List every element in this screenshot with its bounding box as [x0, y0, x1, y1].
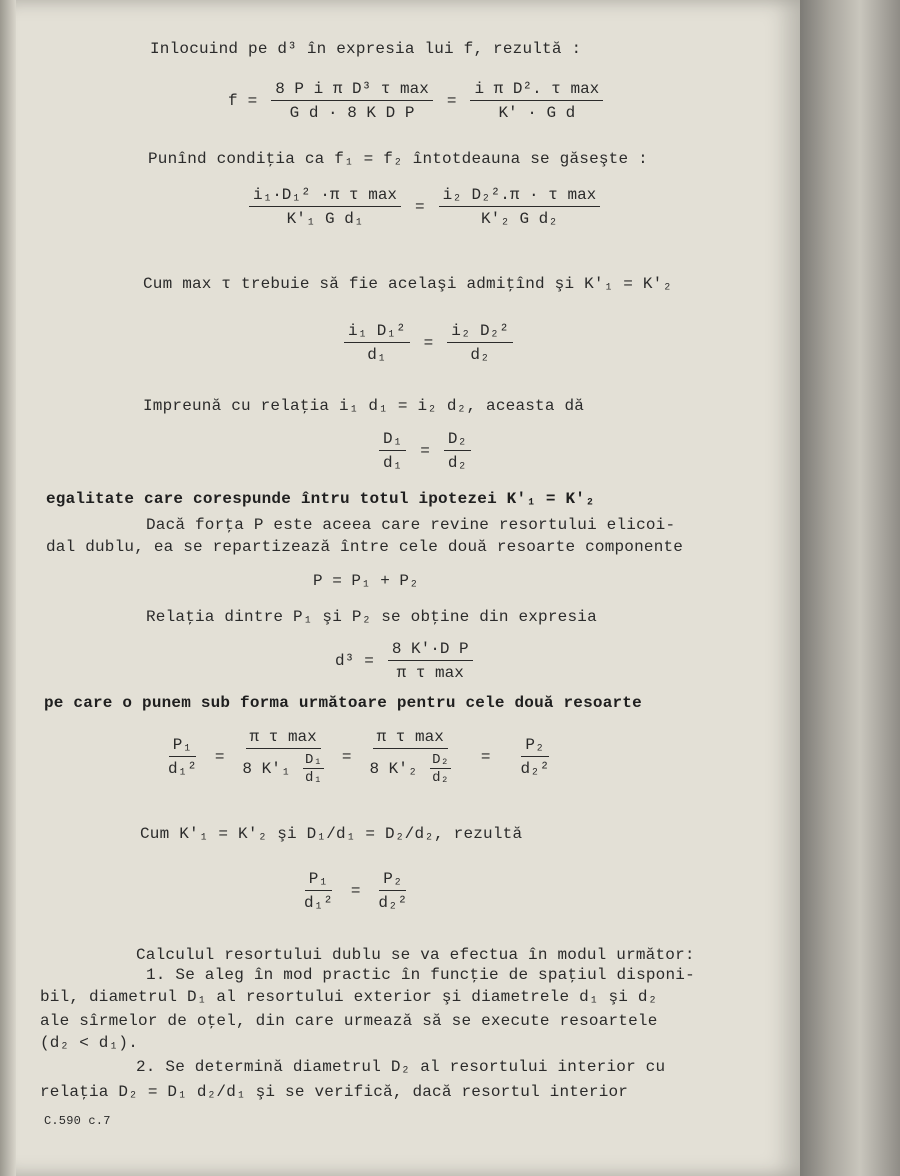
text-line-8: Relaţia dintre P₁ şi P₂ se obţine din expresia — [146, 608, 597, 626]
eq2-den-2: K'₂ G d₂ — [481, 210, 558, 228]
eq1-fraction-1 — [271, 80, 433, 122]
eq1-num-1: 8 P i π D³ τ max — [271, 80, 433, 101]
equation-3 — [340, 322, 517, 364]
text-line-13: bil, diametrul D₁ al resortului exterior şi diametrele d₁ şi d₂ — [40, 988, 658, 1006]
eq7-fraction-1 — [164, 736, 201, 778]
eq7-den-2 — [238, 749, 327, 786]
eq7-ratio-2-num: D₂ — [432, 752, 449, 768]
eq2-fraction-2 — [439, 186, 601, 228]
eq2-equals: = — [415, 198, 425, 216]
eq3-num-2: i₂ D₂² — [447, 322, 513, 343]
page-spine-shadow — [0, 0, 16, 1176]
text-line-10: Cum K'₁ = K'₂ şi D₁/d₁ = D₂/d₂, rezultă — [140, 825, 523, 843]
eq7-den-3-ratio — [430, 752, 451, 786]
eq6-lhs: d³ — [335, 652, 355, 670]
eq7-equals-3: = — [480, 748, 491, 766]
eq8-num-2: P₂ — [379, 870, 406, 891]
eq2-num-1: i₁·D₁² ·π τ max — [249, 186, 401, 207]
text-line-3: Cum max τ trebuie să fie acelaşi admiţînd şi K'₁ = K'₂ — [143, 275, 673, 293]
equation-5 — [313, 572, 419, 590]
eq1-num-2: i π D². τ max — [470, 80, 603, 101]
eq7-ratio-1-den: d₁ — [305, 770, 322, 786]
eq4-fraction-2 — [444, 430, 471, 472]
equation-7 — [160, 728, 557, 786]
eq7-fraction-2 — [238, 728, 327, 786]
equation-2 — [245, 186, 604, 228]
eq7-num-1: P₁ — [169, 736, 196, 757]
eq7-den-3 — [365, 749, 454, 786]
eq4-den-2: d₂ — [447, 454, 468, 472]
eq6-num: 8 K'·D P — [388, 640, 473, 661]
text-line-11: Calculul resortului dublu se va efectua în modul următor: — [136, 946, 695, 964]
text-line-2: Punînd condiţia ca f₁ = f₂ întotdeauna se găseşte : — [148, 150, 648, 168]
equation-6 — [335, 640, 477, 682]
eq7-den-1: d₁² — [168, 760, 197, 778]
eq7-num-2: π τ max — [246, 728, 321, 749]
eq8-fraction-2 — [374, 870, 411, 912]
text-line-7: dal dublu, ea se repartizează între cele două resoarte componente — [46, 538, 684, 556]
eq2-fraction-1 — [249, 186, 401, 228]
eq7-den-4: d₂² — [520, 760, 550, 778]
eq5-text: P = P₁ + P₂ — [313, 572, 419, 590]
eq1-equals-2: = — [446, 92, 457, 110]
eq3-num-1: i₁ D₁² — [344, 322, 410, 343]
text-line-14: ale sîrmelor de oţel, din care urmează să se execute resoartele — [40, 1012, 658, 1030]
equation-8 — [296, 870, 415, 912]
text-line-15: (d₂ < d₁). — [40, 1034, 139, 1052]
text-line-16: 2. Se determină diametrul D₂ al resortului interior cu — [136, 1058, 666, 1076]
eq8-equals: = — [350, 882, 361, 900]
eq7-num-4: P₂ — [521, 736, 548, 757]
eq2-num-2: i₂ D₂².π · τ max — [439, 186, 601, 207]
eq1-fraction-2 — [470, 80, 603, 122]
text-line-1: Inlocuind pe d³ în expresia lui f, rezultă : — [150, 40, 582, 58]
text-line-5: egalitate care corespunde întru totul ipotezei K'₁ = K'₂ — [46, 490, 595, 508]
eq8-den-1: d₁² — [304, 894, 333, 912]
text-line-17: relaţia D₂ = D₁ d₂/d₁ şi se verifică, dacă resortul interior — [40, 1083, 629, 1101]
eq1-equals-1: = — [247, 92, 258, 110]
eq1-den-2: K' · G d — [498, 104, 576, 122]
eq3-den-1: d₁ — [367, 346, 387, 364]
eq7-den-2-const: 8 K'₁ — [242, 760, 291, 779]
eq3-fraction-2 — [447, 322, 513, 364]
eq4-num-1: D₁ — [379, 430, 406, 451]
eq6-den: π τ max — [396, 664, 464, 682]
eq4-den-1: d₁ — [383, 454, 403, 472]
text-line-4: Impreună cu relaţia i₁ d₁ = i₂ d₂, aceasta dă — [143, 397, 585, 415]
eq7-num-3: π τ max — [373, 728, 448, 749]
eq3-den-2: d₂ — [470, 346, 490, 364]
eq7-den-3-const: 8 K'₂ — [369, 760, 418, 779]
eq4-equals: = — [420, 442, 430, 460]
equation-4 — [375, 430, 475, 472]
page-footer-code: C.590 c.7 — [44, 1114, 111, 1128]
eq1-den-1: G d · 8 K D P — [289, 104, 415, 122]
eq7-equals-1: = — [214, 748, 225, 766]
eq7-equals-2: = — [341, 748, 352, 766]
eq3-equals: = — [423, 334, 434, 352]
eq6-fraction — [388, 640, 473, 682]
eq4-fraction-1 — [379, 430, 406, 472]
eq3-fraction-1 — [344, 322, 410, 364]
text-line-9: pe care o punem sub forma următoare pentru cele două resoarte — [44, 694, 642, 712]
eq8-den-2: d₂² — [378, 894, 408, 912]
eq8-num-1: P₁ — [305, 870, 332, 891]
eq8-fraction-1 — [300, 870, 337, 912]
book-edge — [800, 0, 900, 1176]
eq7-fraction-3 — [365, 728, 454, 786]
eq7-fraction-4 — [517, 736, 554, 778]
text-line-6: Dacă forţa P este aceea care revine resortului elicoi- — [146, 516, 676, 534]
eq2-den-1: K'₁ G d₁ — [286, 210, 364, 228]
eq1-lhs: f — [228, 92, 238, 110]
equation-1 — [228, 80, 607, 122]
eq7-ratio-2-den: d₂ — [432, 770, 449, 786]
eq6-equals: = — [364, 652, 374, 670]
text-line-12: 1. Se aleg în mod practic în funcţie de spaţiul disponi- — [146, 966, 695, 984]
eq4-num-2: D₂ — [444, 430, 471, 451]
eq7-den-2-ratio — [303, 752, 324, 786]
eq7-ratio-1-num: D₁ — [305, 752, 322, 768]
